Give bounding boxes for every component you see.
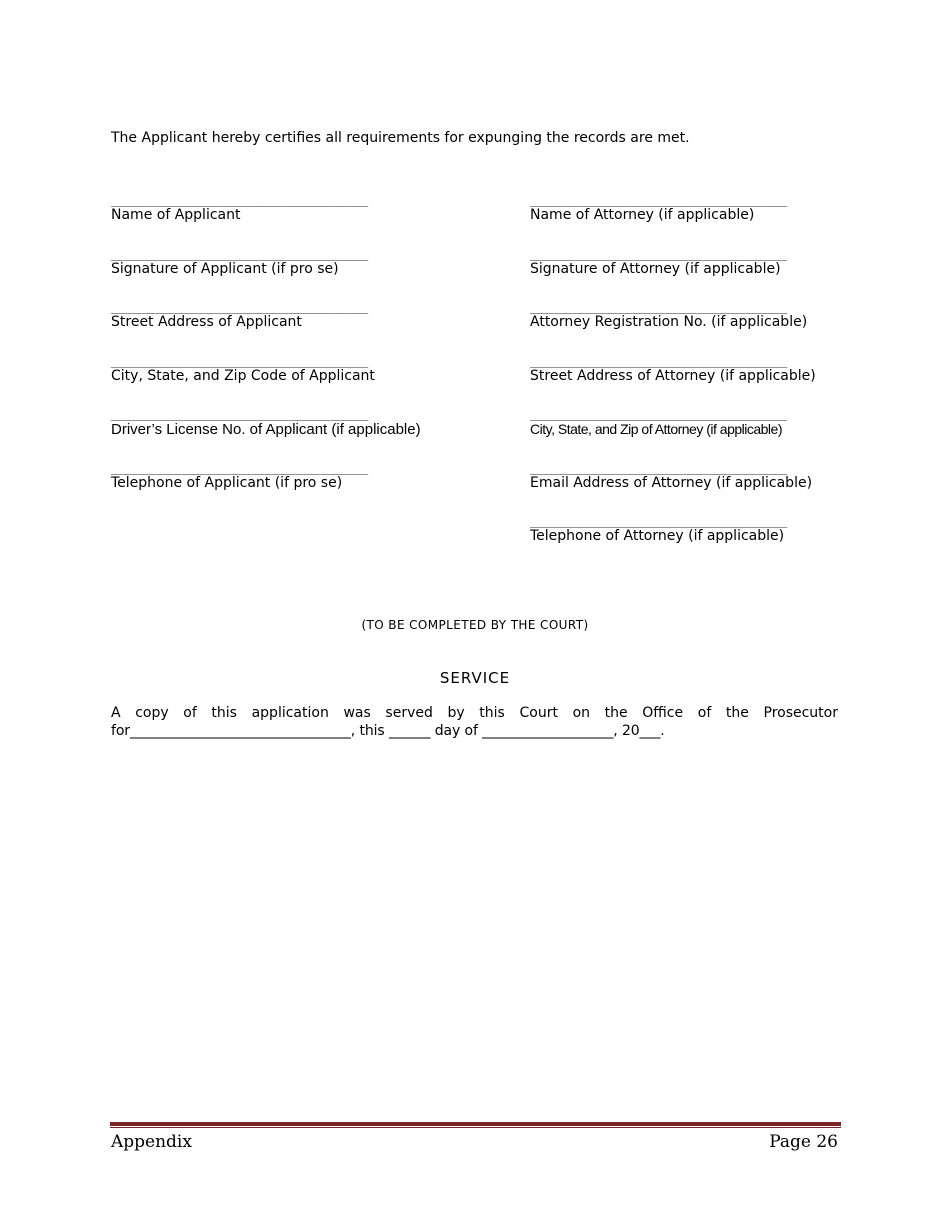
service-heading: SERVICE — [439, 669, 511, 687]
signature-line: _____________________________________ — [111, 246, 368, 261]
signature-line: _____________________________________ — [530, 514, 787, 528]
field-label: Name of Applicant — [111, 207, 241, 223]
signature-line: _____________________________________ — [111, 193, 368, 207]
field-label: Signature of Applicant (if pro se) — [111, 260, 339, 277]
service-line-1: A copy of this application was served by this Court on the Office of the Prosecutor — [111, 705, 838, 721]
footer-section-label: Appendix — [111, 1132, 192, 1152]
field-label: Telephone of Attorney (if applicable) — [530, 528, 785, 544]
attorney-email-field[interactable] — [530, 461, 870, 515]
signature-line: _____________________________________ — [111, 300, 368, 314]
field-label: Signature of Attorney (if applicable) — [530, 260, 781, 277]
signature-line: _____________________________________ — [111, 460, 368, 475]
footer-rule — [110, 1122, 841, 1126]
service-line-2[interactable]: for________________________________, this ______ day of ___________________, 20___. — [111, 723, 665, 739]
signature-line: _____________________________________ — [530, 353, 787, 368]
applicant-license-field[interactable] — [111, 407, 451, 461]
court-use-note: (TO BE COMPLETED BY THE COURT) — [361, 618, 589, 632]
field-label: Attorney Registration No. (if applicable) — [530, 314, 808, 330]
applicant-street-field[interactable] — [111, 300, 451, 354]
attorney-city-field[interactable] — [530, 407, 870, 461]
applicant-column — [111, 193, 451, 514]
field-label: Email Address of Attorney (if applicable) — [530, 474, 813, 491]
footer-rule-thin — [110, 1127, 841, 1128]
field-label: Driver’s License No. of Applicant (if applicable) — [111, 421, 421, 438]
field-label: City, State, and Zip of Attorney (if applicable) — [530, 421, 782, 437]
applicant-name-field[interactable] — [111, 193, 451, 247]
signature-line: _____________________________________ — [111, 407, 368, 421]
signature-line: _____________________________________ — [111, 353, 368, 368]
attorney-street-field[interactable] — [530, 354, 870, 408]
attorney-telephone-field[interactable] — [530, 514, 870, 568]
signature-line: _____________________________________ — [530, 300, 787, 314]
attorney-column — [530, 193, 870, 568]
field-label: City, State, and Zip Code of Applicant — [111, 367, 375, 384]
field-label: Name of Attorney (if applicable) — [530, 207, 755, 223]
certification-statement: The Applicant hereby certifies all requirements for expunging the records are met. — [111, 130, 690, 146]
signature-line: _____________________________________ — [530, 193, 787, 207]
attorney-registration-field[interactable] — [530, 300, 870, 354]
field-label: Telephone of Applicant (if pro se) — [111, 474, 343, 491]
signature-line: _____________________________________ — [530, 246, 787, 261]
field-label: Street Address of Attorney (if applicable) — [530, 367, 816, 384]
attorney-signature-field[interactable] — [530, 247, 870, 301]
field-label: Street Address of Applicant — [111, 314, 302, 330]
attorney-name-field[interactable] — [530, 193, 870, 247]
service-paragraph — [111, 704, 838, 740]
applicant-signature-field[interactable] — [111, 247, 451, 301]
footer-page-number: Page 26 — [769, 1132, 838, 1152]
applicant-city-field[interactable] — [111, 354, 451, 408]
signature-line: _____________________________________ — [530, 407, 787, 421]
applicant-telephone-field[interactable] — [111, 461, 451, 515]
signature-line: _____________________________________ — [530, 460, 787, 475]
